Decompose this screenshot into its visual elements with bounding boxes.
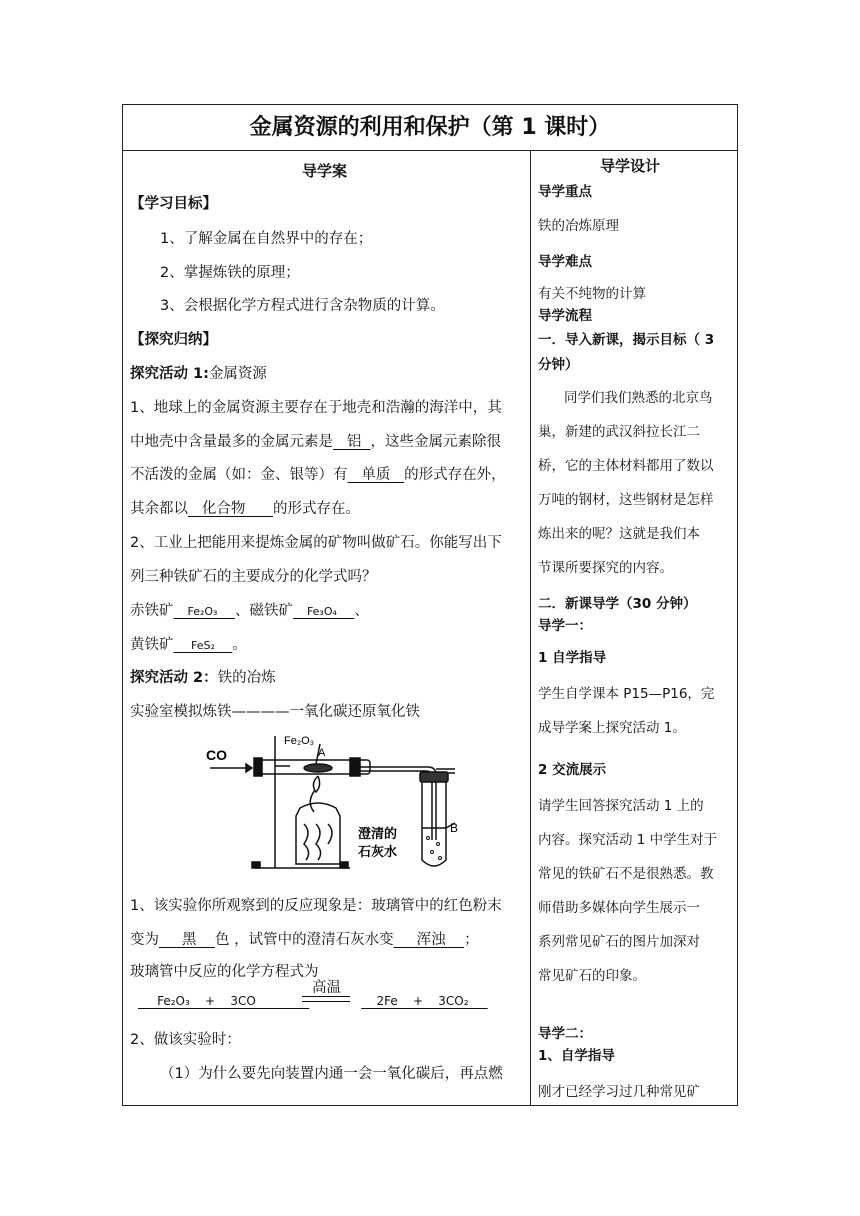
right-column-header: 导学设计: [600, 157, 661, 175]
exchange-heading: 2 交流展示: [538, 762, 607, 778]
q1-line3: 玻璃管中反应的化学方程式为: [130, 964, 319, 980]
difficulty-heading: 导学难点: [538, 254, 592, 270]
exchange-line: 常见矿石的印象。: [538, 968, 646, 984]
p1-line4: [130, 497, 360, 518]
exchange-line: 常见的铁矿石不是很熟悉。教: [538, 866, 714, 882]
p1-text: 其余都以: [130, 501, 188, 517]
guide2-line: 刚才已经学习过几种常见矿: [538, 1084, 700, 1100]
answer-compound: 化合物: [188, 501, 273, 517]
ore-line2: [130, 633, 247, 654]
intro-line: 桥，它的主体材料都用了数以: [538, 458, 714, 474]
page-title: 金属资源的利用和保护（第 1 课时）: [123, 105, 737, 151]
step1-line2: 分钟）: [538, 357, 579, 373]
answer-magnetite: Fe₃O₄: [292, 605, 355, 618]
magnetite-label: 、磁铁矿: [234, 603, 293, 619]
goals-heading: 【学习目标】: [130, 196, 217, 212]
exchange-line: 请学生回答探究活动 1 上的: [538, 798, 704, 814]
activity2-heading: [130, 666, 276, 687]
answer-aluminum: 铝: [333, 434, 371, 450]
explore-heading: 【探究归纳】: [130, 332, 217, 348]
p1-text: 的形式存在。: [272, 501, 360, 517]
intro-line: 巢，新建的武汉斜拉长江二: [538, 424, 700, 440]
q1-text: 变为: [130, 932, 159, 948]
step2-heading: 二．新课导学（30 分钟）: [538, 596, 697, 612]
figure-label-co: CO: [206, 747, 227, 763]
goal-item: 1、了解金属在自然界中的存在；: [160, 231, 373, 247]
exchange-line: 师借助多媒体向学生展示一: [538, 900, 700, 916]
figure-label-b: B: [450, 821, 459, 835]
flow-heading: 导学流程: [538, 308, 592, 324]
q2-part1: （1）为什么要先向装置内通一会一氧化碳后，再点燃: [160, 1066, 503, 1082]
intro-line: 炼出来的呢？这就是我们本: [538, 526, 700, 542]
goal-item: 3、会根据化学方程式进行含杂物质的计算。: [160, 298, 445, 314]
answer-hematite: Fe₂O₃: [173, 605, 235, 618]
figure-label-fe2o3: Fe₂O₃: [284, 735, 315, 747]
step1-line1: 一．导入新课，揭示目标（ 3: [538, 332, 715, 348]
column-divider: [530, 151, 531, 1105]
guide1-heading: 导学一：: [538, 618, 592, 634]
activity2-label: 探究活动 2：: [130, 670, 218, 686]
intro-line: 万吨的钢材，这些钢材是怎样: [538, 492, 714, 508]
key-point-text: 铁的冶炼原理: [538, 218, 619, 234]
q1-text: 色 ，试管中的澄清石灰水变: [214, 932, 394, 948]
p1-text: 的形式存在外，: [404, 467, 506, 483]
ore-separator: 、: [354, 603, 369, 619]
exchange-line: 系列常见矿石的图片加深对: [538, 934, 700, 950]
activity1-title: 金属资源: [208, 366, 267, 382]
answer-turbid: 浑浊: [393, 932, 465, 948]
guide2-heading: 导学二：: [538, 1026, 592, 1042]
p1-line1: 1、地球上的金属资源主要存在于地壳和浩瀚的海洋中，其: [130, 400, 502, 416]
apparatus-figure: [200, 728, 470, 878]
difficulty-text: 有关不纯物的计算: [538, 286, 646, 302]
pyrite-label: 黄铁矿: [130, 637, 174, 653]
p1-text: ，这些金属元素除很: [370, 434, 502, 450]
intro-line: 同学们我们熟悉的北京鸟: [564, 390, 713, 406]
activity1-heading: [130, 362, 267, 383]
chemical-equation: [138, 994, 488, 1008]
answer-black: 黑: [159, 932, 215, 948]
self-study-line: 成导学案上探究活动 1。: [538, 720, 686, 736]
figure-label-limewater-2: 石灰水: [358, 845, 398, 860]
q2: 2、做该实验时：: [130, 1032, 241, 1048]
answer-element: 单质: [347, 467, 405, 483]
p1-line2: [130, 430, 501, 451]
key-point-heading: 导学重点: [538, 184, 592, 200]
p2-line2: 列三种铁矿石的主要成分的化学式吗？: [130, 569, 377, 585]
left-column-header: 导学案: [302, 162, 348, 180]
hematite-label: 赤铁矿: [130, 603, 174, 619]
equation-products: 2Fe + 3CO₂: [361, 994, 488, 1008]
exchange-line: 内容。探究活动 1 中学生对于: [538, 832, 718, 848]
activity2-title: 铁的冶炼: [217, 670, 276, 686]
equation-reactants: Fe₂O₃ + 3CO: [138, 994, 310, 1008]
activity1-label: 探究活动 1:: [130, 366, 209, 382]
answer-pyrite: FeS₂: [173, 639, 233, 652]
reaction-condition: 高温: [312, 980, 341, 996]
figure-label-a: A: [318, 747, 326, 759]
ore-line1: [130, 599, 369, 620]
intro-line: 节课所要探究的内容。: [538, 560, 673, 576]
q1-line2: [130, 928, 479, 949]
q1-line1: 1、该实验你所观察到的反应现象是：玻璃管中的红色粉末: [130, 898, 502, 914]
activity2-intro: 实验室模拟炼铁————一氧化碳还原氧化铁: [130, 704, 420, 720]
p1-line3: [130, 463, 506, 484]
q1-text: ；: [464, 932, 479, 948]
figure-label-limewater-1: 澄清的: [358, 827, 398, 842]
goal-item: 2、掌握炼铁的原理；: [160, 265, 300, 281]
self-study-line: 学生自学课本 P15—P16，完: [538, 686, 715, 702]
p1-text: 不活泼的金属（如：金、银等）有: [130, 467, 348, 483]
self-study-heading: 1 自学指导: [538, 650, 607, 666]
self-study2-heading: 1、自学指导: [538, 1048, 615, 1064]
ore-end: 。: [232, 637, 247, 653]
p2-line1: 2、工业上把能用来提炼金属的矿物叫做矿石。你能写出下: [130, 535, 502, 551]
p1-text: 中地壳中含量最多的金属元素是: [130, 434, 333, 450]
